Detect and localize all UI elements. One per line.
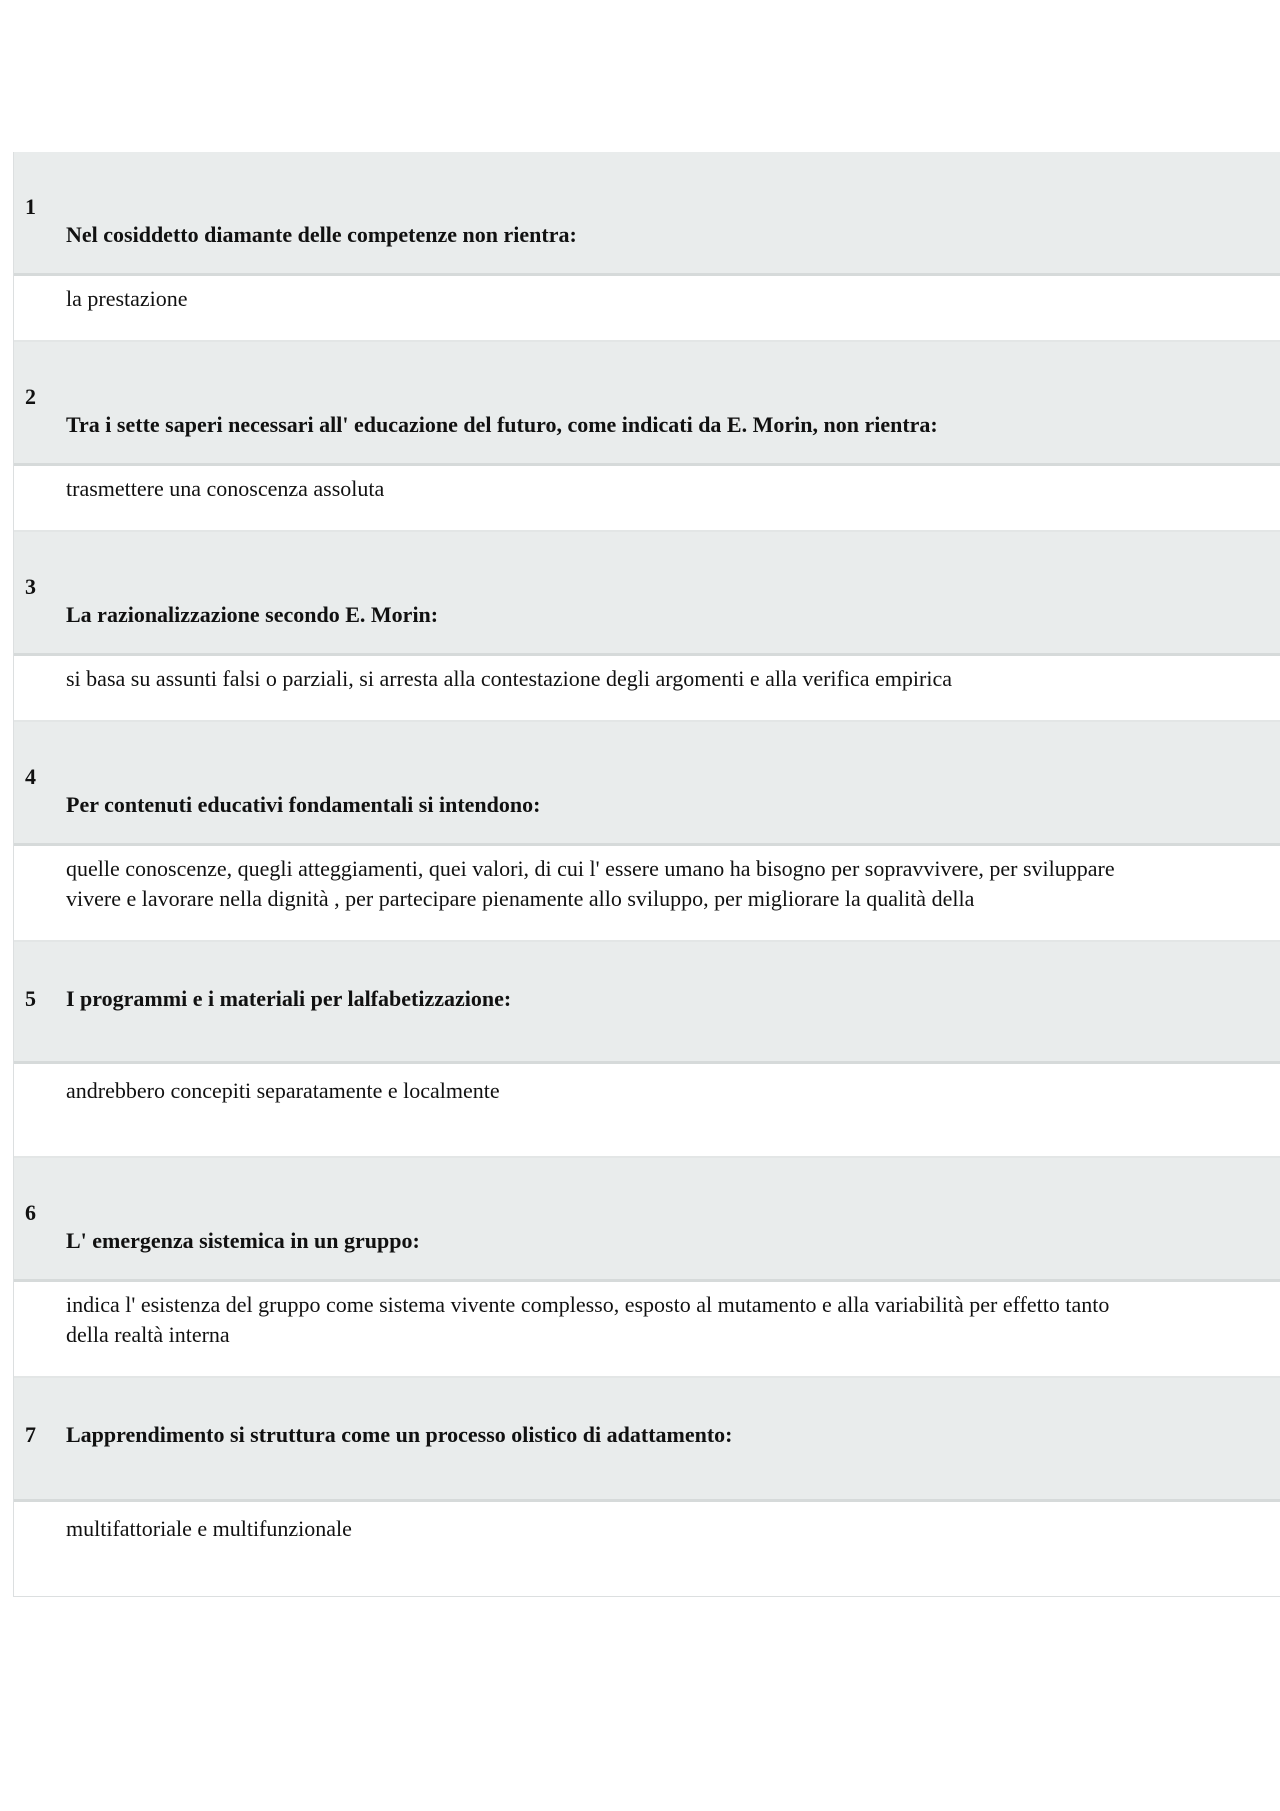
question-number: 5 — [25, 986, 36, 1011]
answer-row — [14, 1064, 1280, 1158]
answer-line: trasmettere una conoscenza assoluta — [66, 476, 385, 501]
answer-row — [14, 656, 1280, 722]
answer-row — [14, 1502, 1280, 1596]
question-number: 3 — [25, 574, 36, 599]
answer-line: vivere e lavorare nella dignità , per partecipare pienamente allo sviluppo, per migliorare la qualità della — [66, 886, 975, 911]
answer-line: andrebbero concepiti separatamente e localmente — [66, 1078, 500, 1103]
answer-line: della realtà interna — [66, 1322, 230, 1347]
question-number: 7 — [25, 1422, 36, 1447]
answer-text — [66, 284, 188, 314]
question-text: I programmi e i materiali per lalfabetizzazione: — [66, 986, 512, 1011]
question-text: Per contenuti educativi fondamentali si intendono: — [66, 792, 541, 817]
answer-text — [66, 1076, 500, 1106]
question-row — [14, 342, 1280, 466]
answer-text — [66, 474, 384, 504]
answer-row — [14, 1282, 1280, 1378]
question-row — [14, 722, 1280, 846]
question-number: 6 — [25, 1200, 36, 1225]
question-text: Lapprendimento si struttura come un processo olistico di adattamento: — [66, 1422, 733, 1447]
question-row — [14, 1378, 1280, 1502]
quiz-table — [13, 152, 1280, 1597]
answer-text — [66, 1514, 352, 1544]
question-number: 4 — [25, 764, 36, 789]
answer-row — [14, 466, 1280, 532]
answer-row — [14, 846, 1280, 942]
question-number: 1 — [25, 194, 36, 219]
answer-text — [66, 1290, 1109, 1350]
question-row — [14, 532, 1280, 656]
question-text: La razionalizzazione secondo E. Morin: — [66, 602, 439, 627]
question-text: L' emergenza sistemica in un gruppo: — [66, 1228, 420, 1253]
question-number: 2 — [25, 384, 36, 409]
question-row — [14, 152, 1280, 276]
answer-line: la prestazione — [66, 286, 188, 311]
answer-text — [66, 664, 952, 694]
answer-line: si basa su assunti falsi o parziali, si arresta alla contestazione degli argomenti e alla verifica empirica — [66, 666, 952, 691]
answer-line: quelle conoscenze, quegli atteggiamenti, quei valori, di cui l' essere umano ha bisogno per sopravvivere, per sviluppare — [66, 856, 1115, 881]
question-text: Nel cosiddetto diamante delle competenze non rientra: — [66, 222, 577, 247]
answer-line: multifattoriale e multifunzionale — [66, 1516, 352, 1541]
answer-row — [14, 276, 1280, 342]
question-text: Tra i sette saperi necessari all' educazione del futuro, come indicati da E. Morin, non rientra: — [66, 412, 938, 437]
question-row — [14, 1158, 1280, 1282]
answer-text — [66, 854, 1115, 914]
answer-line: indica l' esistenza del gruppo come sistema vivente complesso, esposto al mutamento e alla variabilità per effetto tanto — [66, 1292, 1110, 1317]
question-row — [14, 942, 1280, 1064]
